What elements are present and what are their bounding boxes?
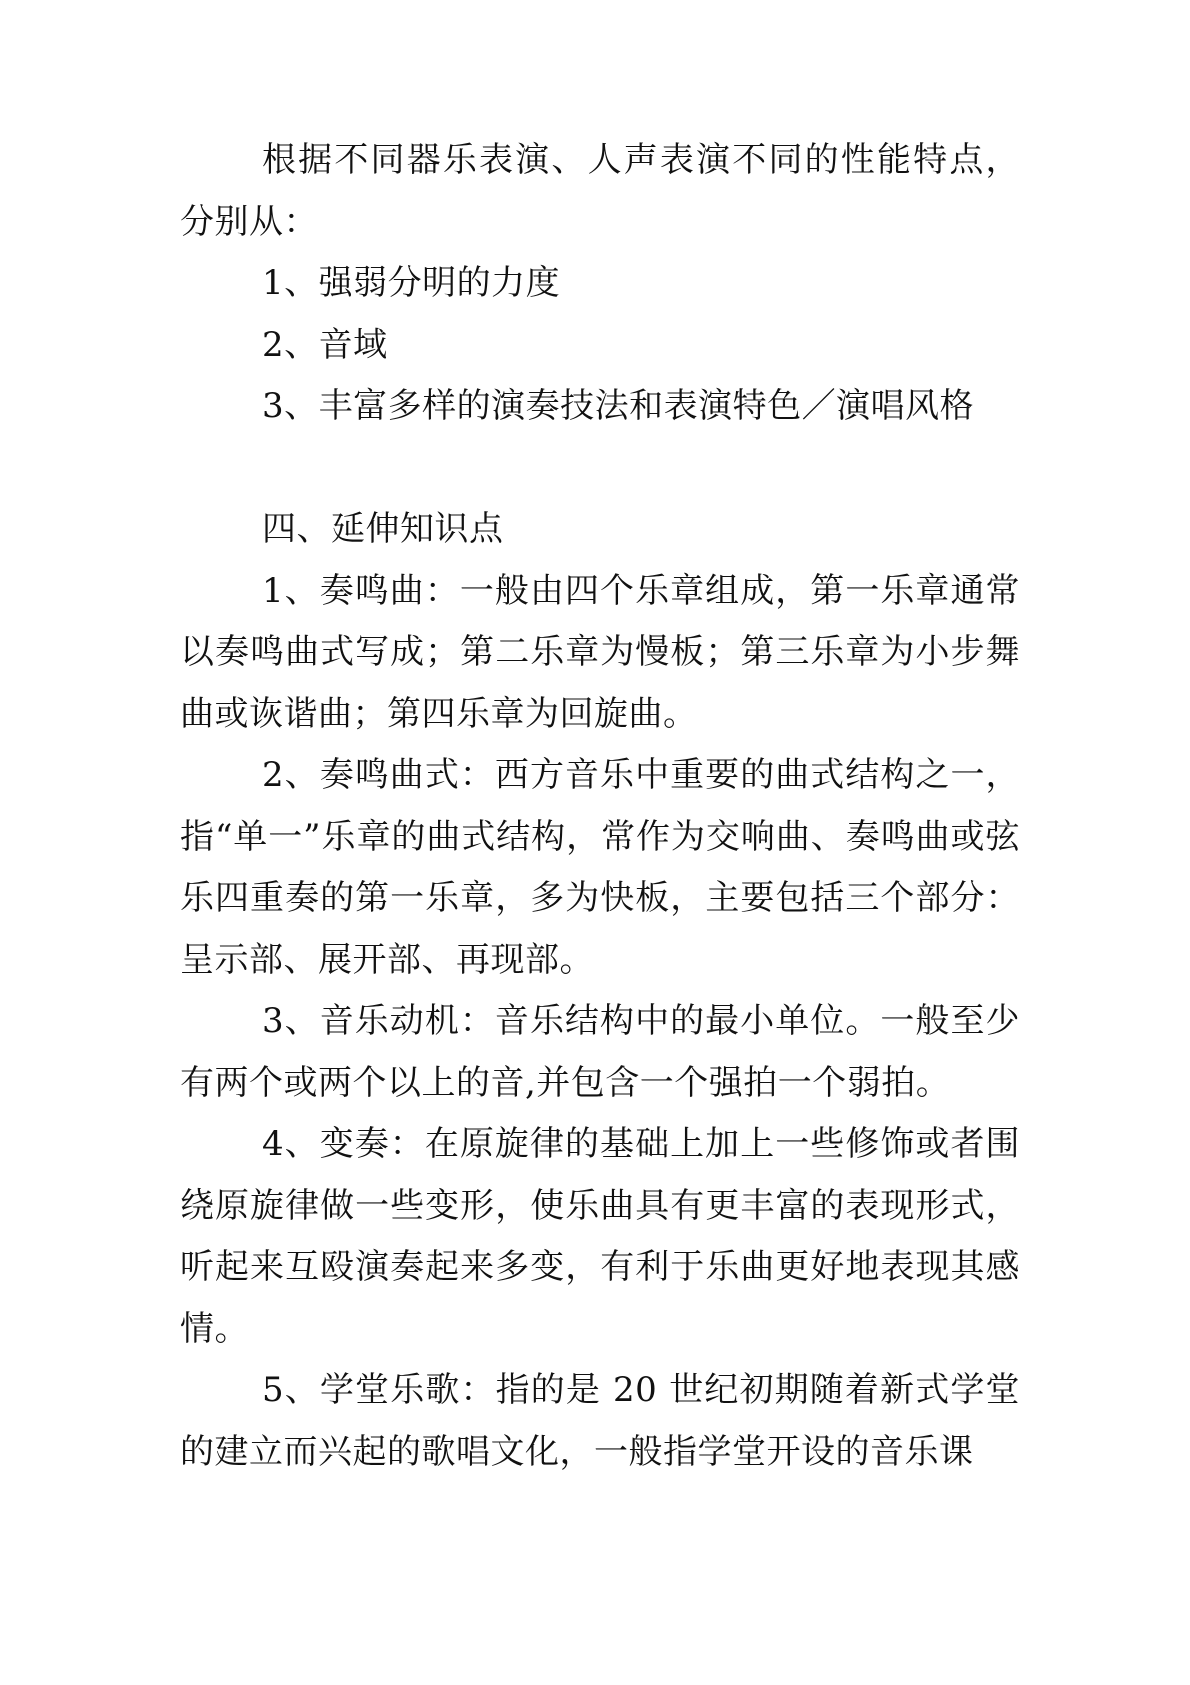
knowledge-item: 5、学堂乐歌：指的是 20 世纪初期随着新式学堂的建立而兴起的歌唱文化，一般指学堂开设的音乐课: [180, 1370, 1020, 1472]
point-item: 3、丰富多样的演奏技法和表演特色／演唱风格: [262, 386, 975, 426]
blank-line: [180, 438, 1020, 500]
intro-paragraph: 根据不同器乐表演、人声表演不同的性能特点，分别从：: [180, 140, 1020, 242]
section-heading: 四、延伸知识点: [262, 509, 504, 549]
document-body: [180, 130, 1020, 1483]
point-item: 1、强弱分明的力度: [262, 263, 561, 303]
knowledge-item: 1、奏鸣曲：一般由四个乐章组成，第一乐章通常以奏鸣曲式写成；第二乐章为慢板；第三乐章为小步舞曲或诙谐曲；第四乐章为回旋曲。: [180, 570, 1020, 734]
knowledge-item: 4、变奏：在原旋律的基础上加上一些修饰或者围绕原旋律做一些变形，使乐曲具有更丰富的表现形式，听起来互殴演奏起来多变，有利于乐曲更好地表现其感情。: [180, 1124, 1020, 1349]
knowledge-item: 3、音乐动机：音乐结构中的最小单位。一般至少有两个或两个以上的音,并包含一个强拍一个弱拍。: [180, 1001, 1020, 1103]
point-item: 2、音域: [262, 324, 388, 365]
knowledge-item: 2、奏鸣曲式：西方音乐中重要的曲式结构之一，指“单一”乐章的曲式结构，常作为交响曲、奏鸣曲或弦乐四重奏的第一乐章，多为快板，主要包括三个部分：呈示部、展开部、再现部。: [180, 755, 1020, 980]
